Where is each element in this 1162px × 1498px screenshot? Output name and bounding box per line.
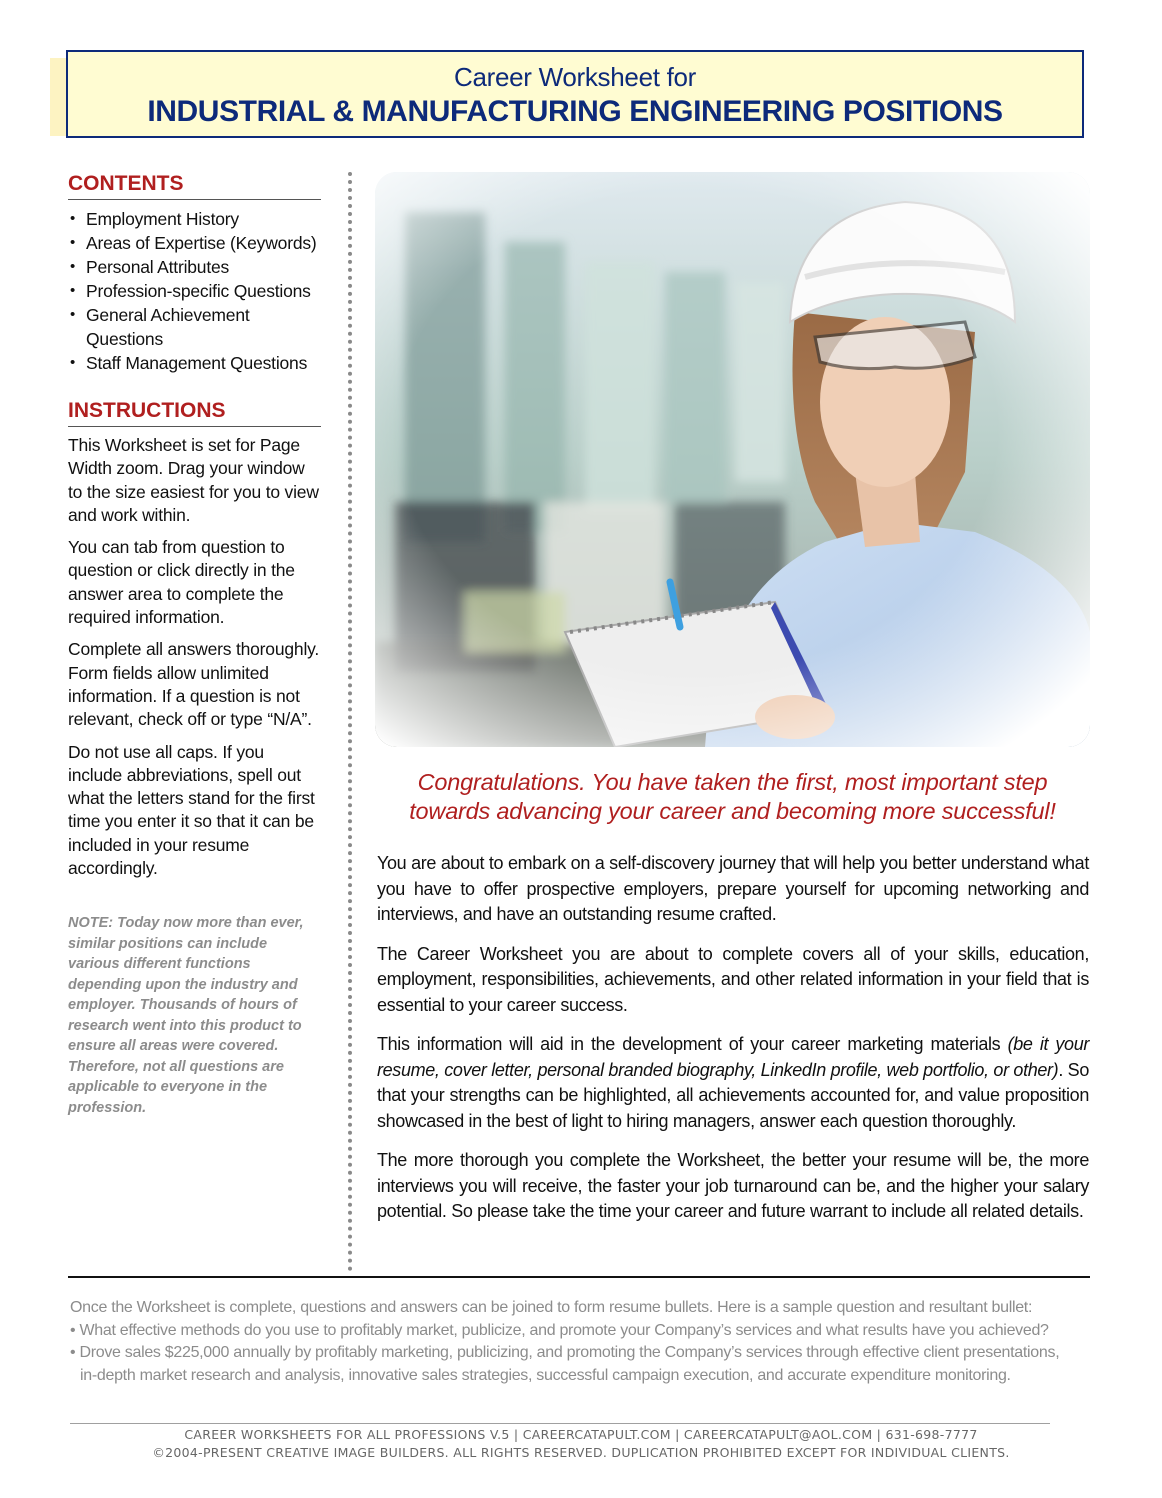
intro-body [377, 851, 1089, 1239]
instructions-heading: INSTRUCTIONS [68, 399, 321, 427]
contents-item-employment-history[interactable]: • Employment History [68, 207, 321, 231]
title-banner [66, 50, 1084, 138]
intro-paragraph: The more thorough you complete the Worksheet, the better your resume will be, the more interviews you will receive, the faster your job turnaround can be, and the higher your salary potential. So please take the time your career and future warrant to include all related details. [377, 1150, 1089, 1221]
engineer-photo [375, 172, 1090, 747]
contents-heading: CONTENTS [68, 172, 321, 200]
intro-paragraph: The Career Worksheet you are about to complete covers all of your skills, education, employment, responsibilities, achievements, and other related information in your field that is essential to your career success. [377, 943, 1089, 1015]
page-title: INDUSTRIAL & MANUFACTURING ENGINEERING POSITIONS [147, 95, 1003, 128]
sample-intro: Once the Worksheet is complete, questions and answers can be joined to form resume bullets. Here is a sample question and resultant bullet: [70, 1299, 1033, 1316]
note-label: NOTE: [68, 915, 114, 932]
sidebar [68, 172, 321, 1118]
instruction-paragraph: Complete all answers thoroughly. Form fields allow unlimited information. If a question is not relevant, check off or type “N/A”. [68, 639, 320, 730]
para3-italic: (be it your resume, cover letter, personal branded biography, LinkedIn profile, web portfolio, or other) [377, 1034, 1089, 1080]
column-divider [348, 172, 352, 1272]
contents-item-areas-of-expertise[interactable]: • Areas of Expertise (Keywords) [68, 231, 321, 255]
footer-copyright: ©2004-PRESENT CREATIVE IMAGE BUILDERS. ALL RIGHTS RESERVED. DUPLICATION PROHIBITED EXCEPT FOR INDIVIDUAL CLIENTS. [152, 1445, 1010, 1460]
intro-paragraph: You are about to embark on a self-discovery journey that will help you better understand what you have to offer prospective employers, prepare yourself for upcoming networking and interviews, and have an outstanding resume crafted. [377, 853, 1089, 924]
instruction-paragraph: Do not use all caps. If you include abbreviations, spell out what the letters stand for the first time you enter it so that it can be included in your resume accordingly. [68, 741, 315, 879]
contents-item-personal-attributes[interactable]: • Personal Attributes [68, 255, 321, 279]
footer-contact: CAREER WORKSHEETS FOR ALL PROFESSIONS V.5 | CAREERCATAPULT.COM | CAREERCATAPULT@AOL.COM | 631-698-7777 [184, 1427, 978, 1442]
sample-block [70, 1297, 1090, 1387]
page-subtitle: Career Worksheet for [453, 62, 697, 92]
congrats-line: towards advancing your career and becoming more successful! [409, 798, 1056, 824]
instruction-paragraph: You can tab from question to question or click directly in the answer area to complete the required information. [68, 537, 295, 628]
para3-end: . So that your strengths can be highlighted, all achievements accounted for, and value proposition showcased in the best of light to hiring managers, answer each question thoroughly. [377, 1059, 1089, 1131]
section-rule [68, 1276, 1090, 1278]
instructions-block [68, 434, 321, 880]
intro-paragraph [377, 1032, 1089, 1134]
footer-rule [70, 1423, 1050, 1424]
sample-bullet: • Drove sales $225,000 annually by profitably marketing, publicizing, and promoting the Company’s services through effective client presentations, [70, 1344, 1060, 1361]
contents-list [68, 207, 321, 375]
engineer-photo-illustration [375, 172, 1090, 747]
note-text: Today now more than ever, similar positions can include various different functions depending upon the industry and employer. Thousands of hours of research went into this product to ensure all areas were covered. Therefore, not all questions are applicable to everyone in the profession. [68, 915, 304, 1116]
congratulations-message [375, 768, 1090, 826]
sample-bullet-continuation: in-depth market research and analysis, innovative sales strategies, successful campaign execution, and accurate expenditure monitoring. [80, 1366, 1011, 1384]
para3-start: This information will aid in the development of your career marketing materials [377, 1034, 1008, 1054]
contents-item-staff-management[interactable]: • Staff Management Questions [68, 351, 321, 375]
contents-item-profession-questions[interactable]: • Profession-specific Questions [68, 279, 321, 303]
footer [40, 1426, 1122, 1462]
note-block [68, 913, 318, 1118]
contents-item-general-achievement[interactable]: • General Achievement Questions [68, 303, 321, 351]
sample-question: • What effective methods do you use to profitably market, publicize, and promote your Company’s services and what results have you achieved? [70, 1321, 1049, 1339]
instruction-paragraph: This Worksheet is set for Page Width zoom. Drag your window to the size easiest for you to view and work within. [68, 435, 319, 525]
congrats-line: Congratulations. You have taken the first, most important step [417, 769, 1048, 795]
